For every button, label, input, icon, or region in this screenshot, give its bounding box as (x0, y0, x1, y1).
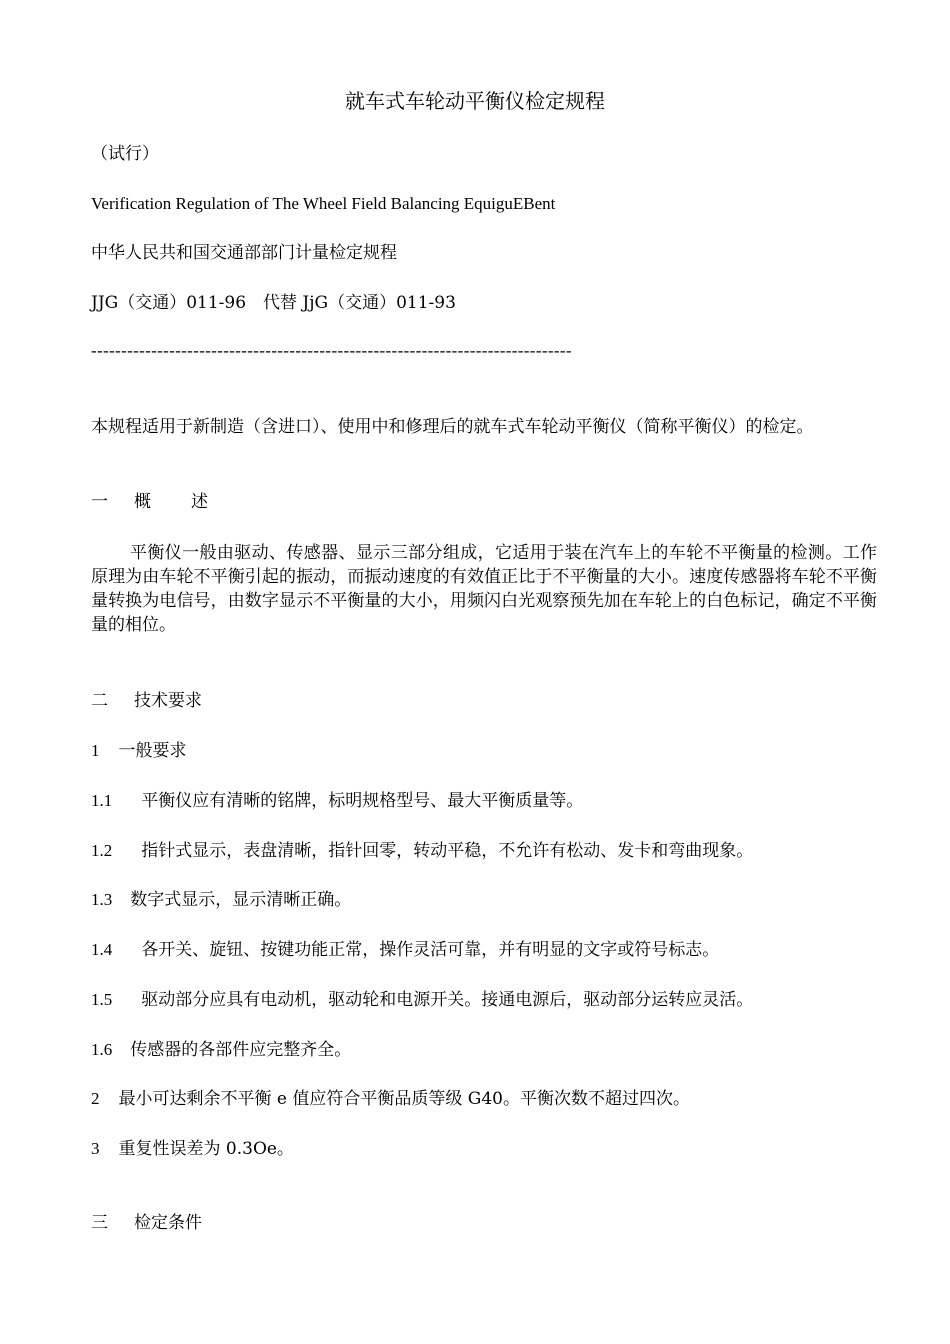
item-number: 1 (91, 741, 100, 760)
item-text: 数字式显示，显示清晰正确。 (130, 890, 352, 910)
requirement-item (91, 938, 719, 962)
requirement-item (91, 1038, 351, 1062)
item-text: 平衡仪应有清晰的铭牌，标明规格型号、最大平衡质量等。 (141, 791, 584, 811)
item-text: 重复性误差为 0.3Oe。 (118, 1139, 294, 1159)
item-number: 1.4 (91, 940, 113, 959)
item-number: 1.3 (91, 890, 113, 909)
item-number: 2 (91, 1089, 100, 1108)
scope-paragraph: 本规程适用于新制造（含进口）、使用中和修理后的就车式车轮动平衡仪（简称平衡仪）的检定。 (91, 417, 814, 437)
item-number: 3 (91, 1139, 100, 1158)
requirement-item (91, 988, 753, 1012)
requirement-item (91, 839, 753, 863)
separator-line: -------------------------------------------------------------------------------- (91, 341, 572, 360)
item-text: 一般要求 (118, 741, 187, 761)
code-line: JJG（交通）011-96 代替 JjG（交通）011-93 (91, 293, 456, 313)
item-number: 1.5 (91, 990, 113, 1009)
item-number: 1.1 (91, 791, 113, 810)
requirement-item (91, 1137, 294, 1161)
item-text: 各开关、旋钮、按键功能正常，操作灵活可靠，并有明显的文字或符号标志。 (141, 940, 720, 960)
document-title: 就车式车轮动平衡仪检定规程 (345, 89, 605, 113)
section-1-char-2: 述 (191, 492, 208, 512)
section-3-title: 检定条件 (134, 1213, 202, 1233)
english-title: Verification Regulation of The Wheel Field Balancing EquiguEBent (91, 194, 556, 213)
section-3-heading (91, 1211, 202, 1235)
requirement-item (91, 888, 351, 912)
requirement-item (91, 1087, 690, 1111)
item-number: 1.2 (91, 841, 113, 860)
trial-note: （试行） (91, 144, 159, 164)
section-1-number: 一 (91, 492, 108, 512)
section-1-heading (91, 490, 208, 514)
item-text: 驱动部分应具有电动机，驱动轮和电源开关。接通电源后，驱动部分运转应灵活。 (141, 990, 754, 1010)
item-text: 指针式显示，表盘清晰，指针回零，转动平稳，不允许有松动、发卡和弯曲现象。 (141, 841, 754, 861)
section-2-heading (91, 689, 202, 713)
section-1-char-1: 概 (134, 492, 151, 512)
requirement-item (91, 789, 583, 813)
section-2-number: 二 (91, 691, 108, 711)
item-text: 最小可达剩余不平衡 e 值应符合平衡品质等级 G40。平衡次数不超过四次。 (118, 1089, 690, 1109)
issuer-line: 中华人民共和国交通部部门计量检定规程 (91, 243, 397, 263)
section-3-number: 三 (91, 1213, 108, 1233)
overview-paragraph: 平衡仪一般由驱动、传感器、显示三部分组成，它适用于装在汽车上的车轮不平衡量的检测。工作原理为由车轮不平衡引起的振动，而振动速度的有效值正比于不平衡量的大小。速度传感器将车轮不平衡量转换为电信号，由数字显示不平衡量的大小，用频闪白光观察预先加在车轮上的白色标记，确定不平衡量的相位。 (91, 543, 877, 635)
item-text: 传感器的各部件应完整齐全。 (130, 1040, 352, 1060)
section-2-title: 技术要求 (134, 691, 202, 711)
requirement-item (91, 739, 187, 763)
item-number: 1.6 (91, 1040, 113, 1059)
